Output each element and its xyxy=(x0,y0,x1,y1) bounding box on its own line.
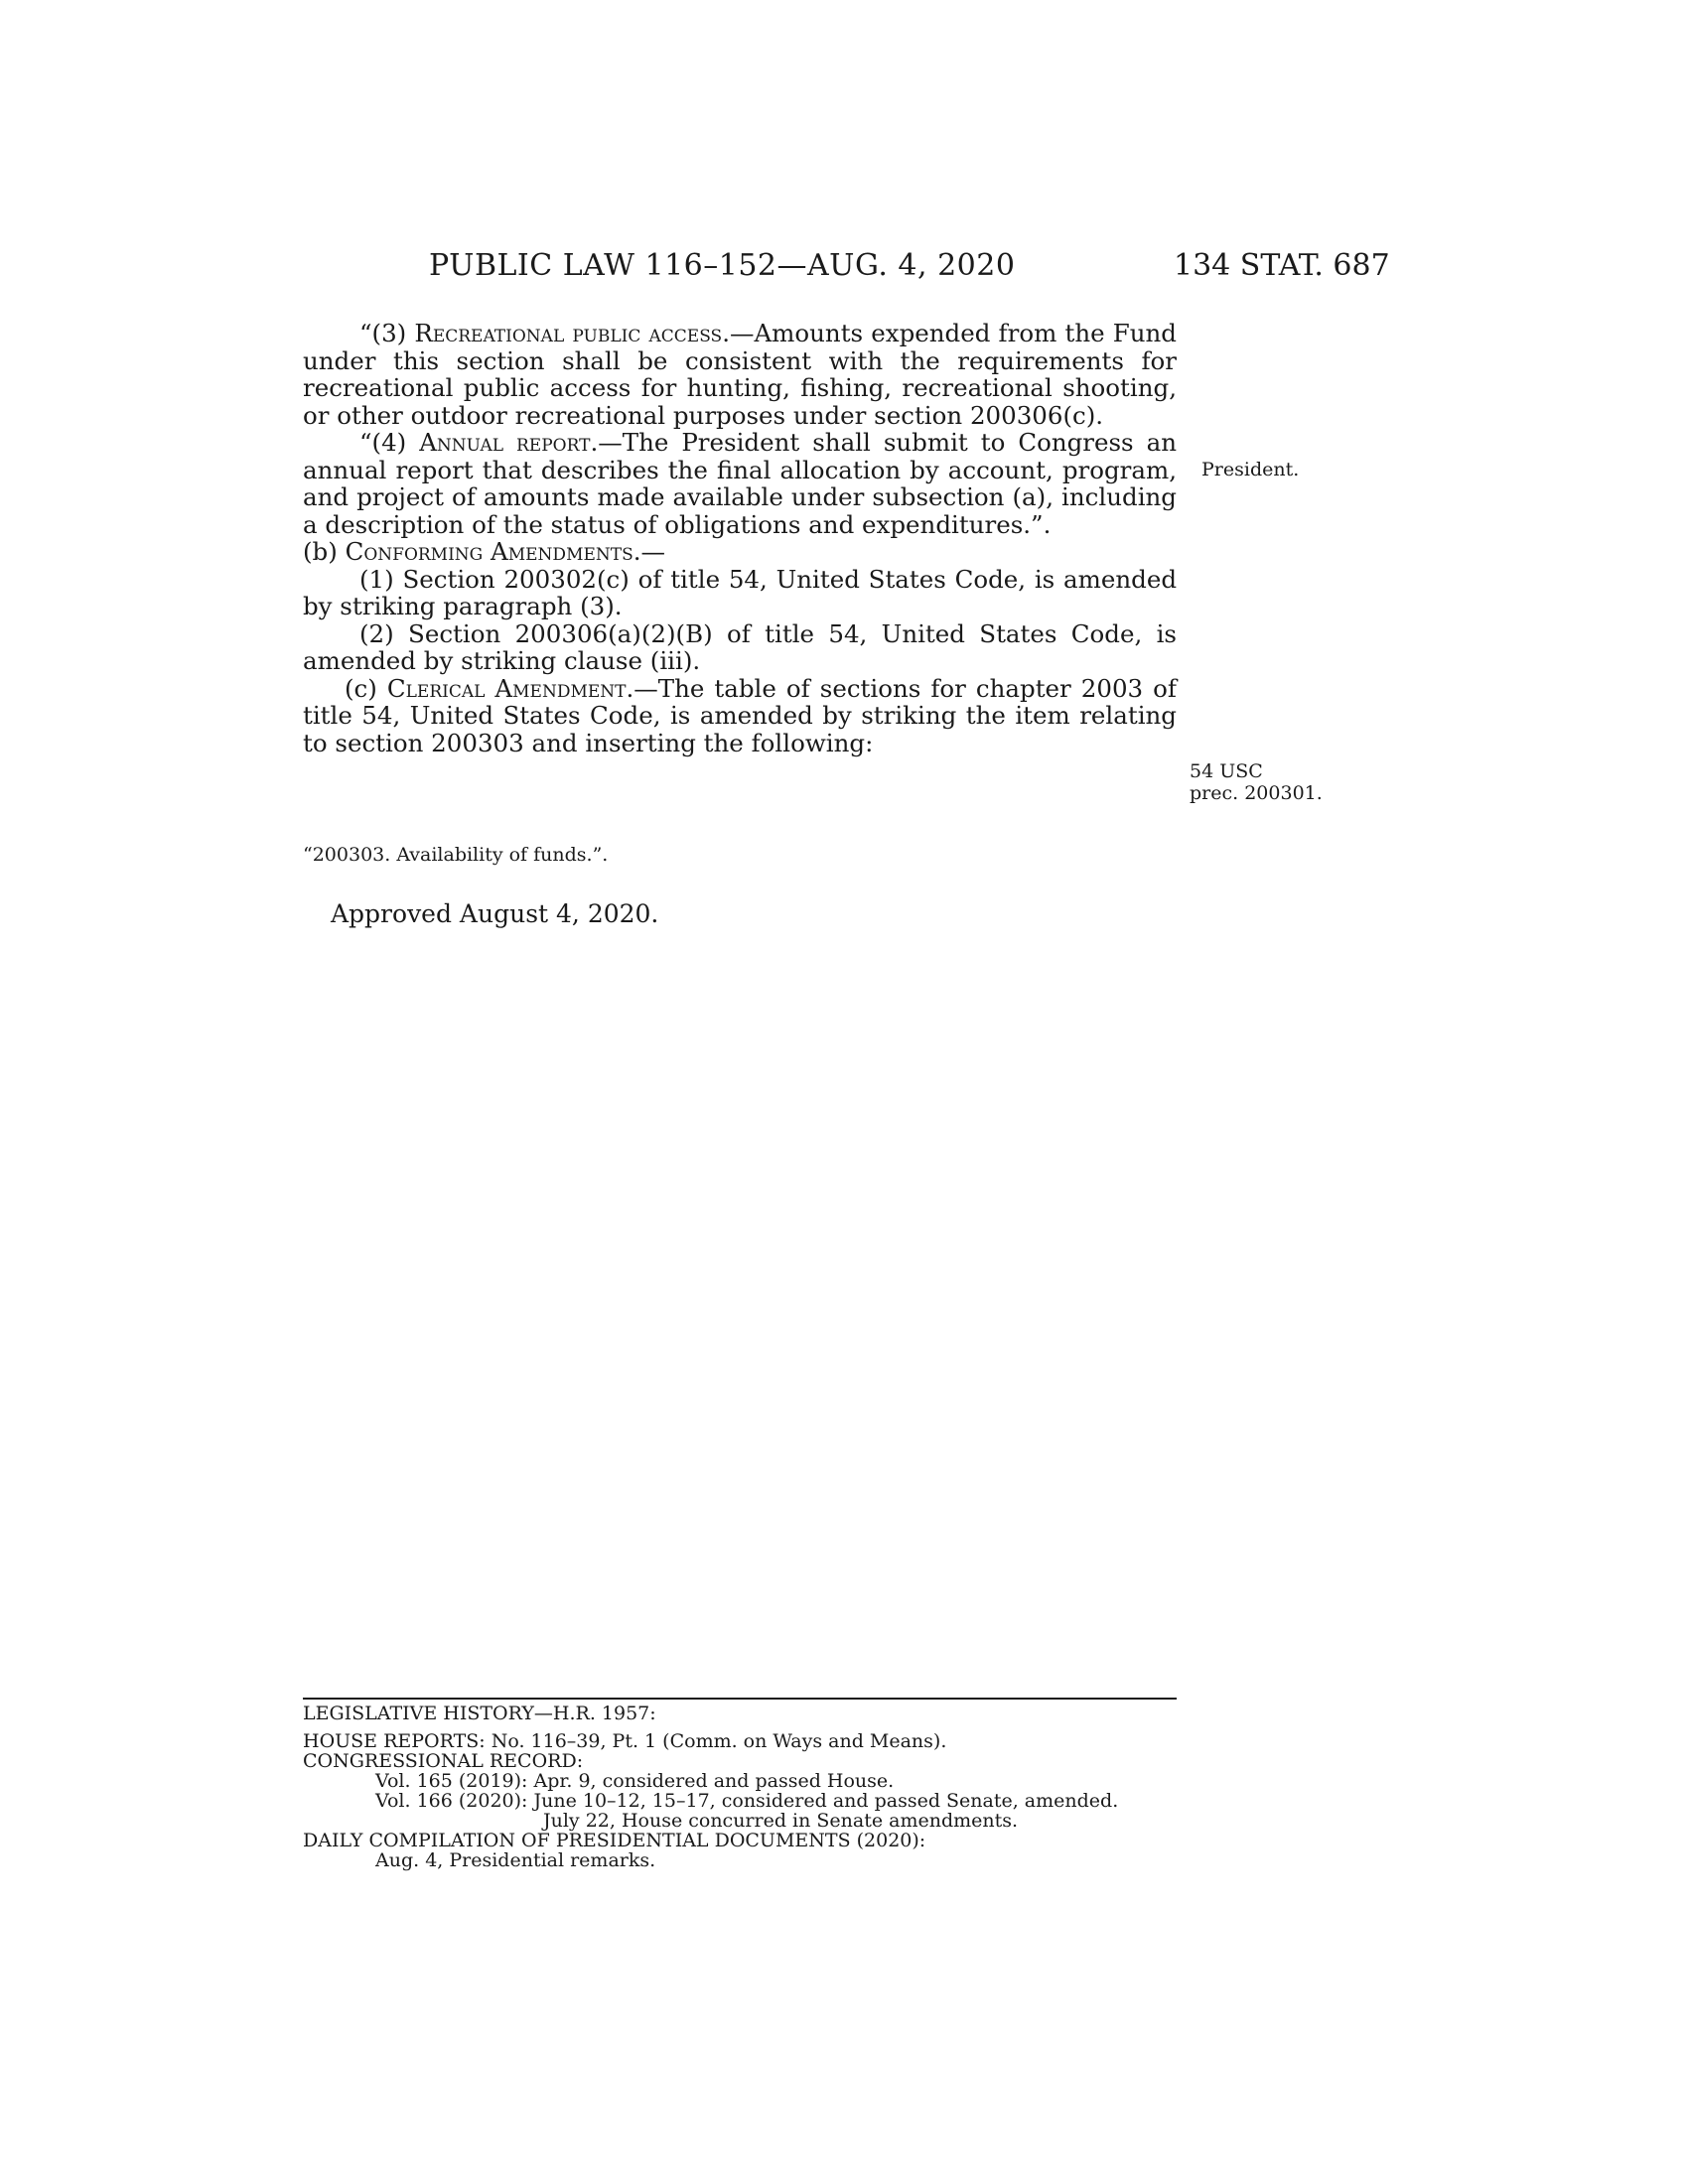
legislative-history xyxy=(303,1704,1177,1870)
margin-note-usc-line2: prec. 200301. xyxy=(1190,782,1323,804)
approval-date: Approved August 4, 2020. xyxy=(331,899,659,928)
paragraph-4-text: .—The President shall submit to Congress an annual report that describes the final allocation by account, program, and project of amounts made available under subsection (a), including a description of the status of obligations and expenditures.”. xyxy=(303,428,1177,539)
subsection-c xyxy=(303,675,1177,757)
presidential-remarks: Aug. 4, Presidential remarks. xyxy=(375,1849,656,1871)
margin-note-president: President. xyxy=(1201,459,1300,480)
subsection-c-heading: Clerical Amendment xyxy=(386,673,627,703)
subsection-c-prefix: (c) xyxy=(345,673,387,703)
subsection-b-heading: Conforming Amendments xyxy=(345,537,633,566)
paragraph-4-prefix: “(4) xyxy=(359,428,420,457)
record-vol-166: Vol. 166 (2020): June 10–12, 15–17, considered and passed Senate, amended. xyxy=(375,1790,1119,1812)
paragraph-4-heading: Annual report xyxy=(419,428,591,457)
margin-note-usc xyxy=(1190,760,1323,804)
paragraph-3 xyxy=(303,320,1177,429)
margin-note-usc-line1: 54 USC xyxy=(1190,760,1263,782)
subsection-b-1: (1) Section 200302(c) of title 54, United States Code, is amended by striking paragraph (3). xyxy=(303,564,1177,620)
page-number: 134 STAT. 687 xyxy=(1174,248,1390,283)
subsection-b xyxy=(303,538,1177,566)
subsection-b-prefix: (b) xyxy=(303,537,346,566)
subsection-b-2: (2) Section 200306(a)(2)(B) of title 54, United States Code, is amended by striking clause (iii). xyxy=(303,618,1177,675)
subsection-b-text: .— xyxy=(633,537,666,566)
congressional-record: CONGRESSIONAL RECORD: xyxy=(303,1750,584,1772)
table-of-sections-item: “200303. Availability of funds.”. xyxy=(303,844,609,866)
statute-body xyxy=(303,320,1177,756)
paragraph-3-heading: Recreational public access xyxy=(414,319,723,347)
record-vol-166-continued: July 22, House concurred in Senate amendments. xyxy=(543,1810,1019,1832)
paragraph-3-prefix: “(3) xyxy=(359,319,415,347)
subsection-c-text: .—The table of sections for chapter 2003 of title 54, United States Code, is amended by striking the item relating to section 200303 and inserting the following: xyxy=(303,673,1177,757)
paragraph-4 xyxy=(303,429,1177,538)
house-reports: HOUSE REPORTS: No. 116–39, Pt. 1 (Comm. on Ways and Means). xyxy=(303,1730,947,1752)
legislative-history-heading: LEGISLATIVE HISTORY—H.R. 1957: xyxy=(303,1703,656,1724)
running-header-title: PUBLIC LAW 116–152—AUG. 4, 2020 xyxy=(429,248,1016,283)
paragraph-3-text: .—Amounts expended from the Fund under this section shall be consistent with the requirements for recreational public access for hunting, fishing, recreational shooting, or other outdoor recreational purposes under section 200306(c). xyxy=(303,319,1177,430)
record-vol-165: Vol. 165 (2019): Apr. 9, considered and passed House. xyxy=(375,1770,895,1792)
footnote-rule xyxy=(303,1698,1177,1700)
daily-compilation: DAILY COMPILATION OF PRESIDENTIAL DOCUMENTS (2020): xyxy=(303,1830,926,1851)
